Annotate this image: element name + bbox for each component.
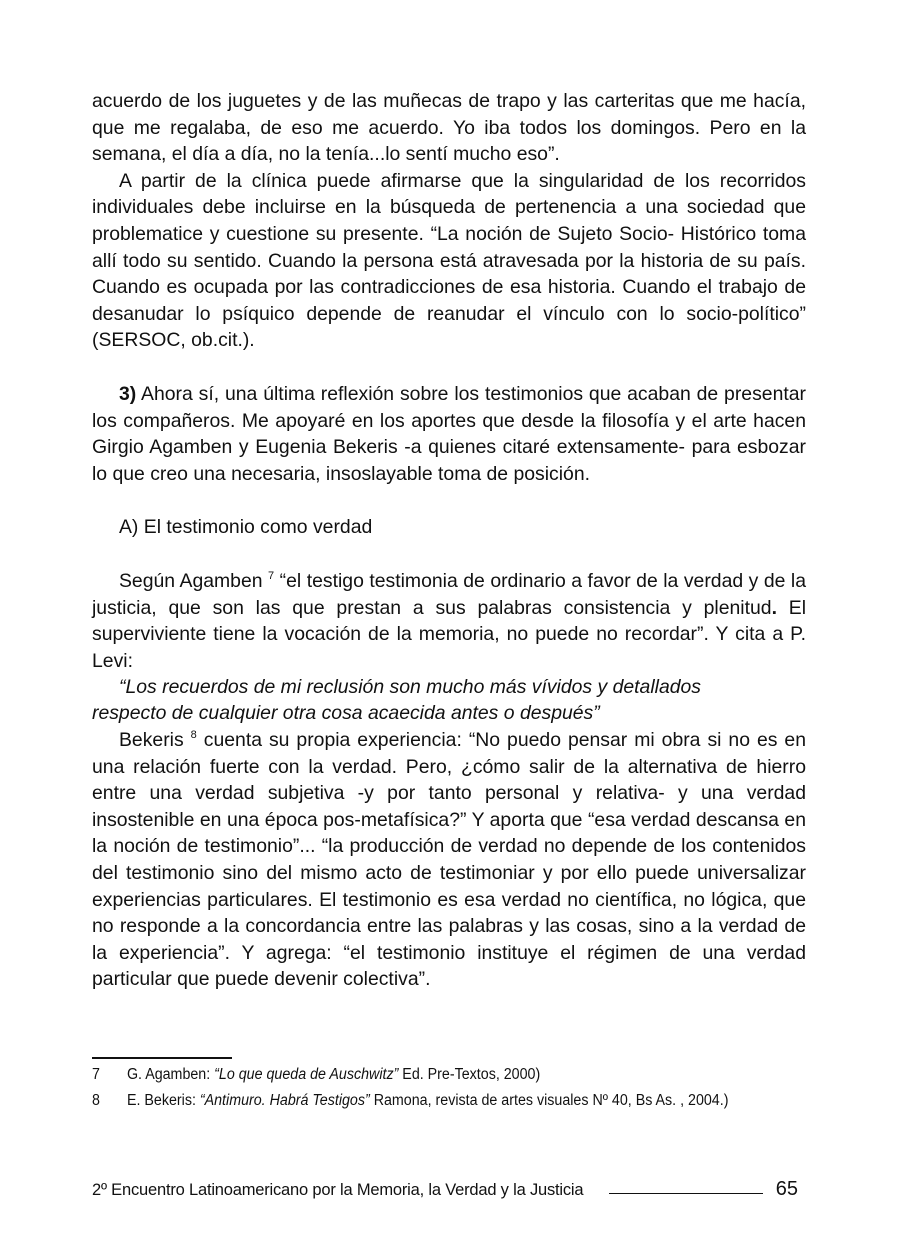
footnote-number: 7	[92, 1066, 100, 1083]
bold-period: .	[771, 596, 777, 619]
paragraph-2: A partir de la clínica puede afirmarse que la singularidad de los recorridos individuales debe incluirse en la búsqueda de pertenencia a una sociedad que problematice y cuestione su presente. “La noción de Sujeto Socio- Histórico toma allí todo su sentido. Cuando la persona está atravesada por la historia de su país. Cuando es ocupada por las contradicciones de esa historia. Cuando el trabajo de desanudar lo psíquico depende de reanudar el vínculo con lo socio-político” (SERSOC, ob.cit.).	[92, 169, 806, 352]
paragraph-1: acuerdo de los juguetes y de las muñecas de trapo y las carteritas que me hacía, que me regalaba, de eso me acuerdo. Yo iba todos los domingos. Pero en la semana, el día a día, no la tenía...lo sentí mucho eso”.	[92, 90, 806, 166]
levi-quote-line-2: respecto de cualquier otra cosa acaecida antes o después”	[92, 702, 600, 725]
footnote-source: Ramona, revista de artes visuales Nº 40, Bs As. , 2004.)	[369, 1091, 729, 1109]
paragraph-4	[92, 568, 806, 674]
footer-rule	[609, 1193, 763, 1194]
levi-quote-line-1: “Los recuerdos de mi reclusión son mucho más vívidos y detallados	[119, 676, 701, 699]
footnote-title: “Antimuro. Habrá Testigos”	[199, 1091, 370, 1109]
paragraph-4-start: Según Agamben	[119, 569, 263, 592]
footnote-number: 8	[92, 1091, 100, 1109]
footnote-8	[92, 1090, 749, 1112]
section-number: 3)	[119, 382, 137, 405]
paragraph-3	[92, 381, 806, 487]
paragraph-5-start: Bekeris	[119, 729, 184, 752]
footnote-ref-7: 7	[268, 569, 275, 582]
paragraph-4-end: El superviviente tiene la vocación de la memoria, no puede no recordar”. Y cita a P. Levi:	[92, 596, 807, 672]
footnote-author: E. Bekeris:	[126, 1091, 200, 1109]
footnote-divider	[92, 1057, 232, 1059]
footnotes	[92, 1064, 749, 1115]
footnote-ref-8: 8	[190, 729, 197, 742]
footnote-author: G. Agamben:	[126, 1066, 215, 1083]
paragraph-3-text: Ahora sí, una última reflexión sobre los testimonios que acaban de presentar los compañeros. Me apoyaré en los aportes que desde la filosofía y el arte hacen Girgio Agamben y Eugenia Bekeris -a quienes citaré extensamente- para esbozar lo que creo una necesaria, insoslayable toma de posición.	[92, 382, 806, 485]
footnote-7	[92, 1064, 749, 1086]
paragraph-4-mid: “el testigo testimonia de ordinario a favor de la verdad y de la justicia, que son las que prestan a sus palabras consistencia y plenitud	[92, 569, 807, 619]
footnote-title: “Lo que queda de Auschwitz”	[214, 1066, 399, 1083]
footnote-source: Ed. Pre-Textos, 2000)	[398, 1066, 541, 1083]
paragraph-5-text: cuenta su propia experiencia: “No puedo pensar mi obra si no es en una relación fuerte con la verdad. Pero, ¿cómo salir de la alternativa de hierro entre una verdad subjetiva -y por tanto personal y relativa- y una verdad insostenible en una época pos-metafísica?” Y aporta que “esa verdad descansa en la noción de testimonio”... “la producción de verdad no depende de los contenidos del testimonio sino del mismo acto de testimoniar y por ello puede universalizar experiencias particulares. El testimonio es esa verdad no científica, no lógica, que no responde a la concordancia entre las palabras y las cosas, sino a la verdad de la experiencia”. Y agrega: “el testimonio instituye el régimen de una verdad particular que puede devenir colectiva”.	[92, 729, 806, 991]
page-number: 65	[775, 1178, 798, 1200]
paragraph-5	[92, 727, 806, 993]
page-body	[92, 88, 806, 993]
footer-title: 2º Encuentro Latinoamericano por la Memoria, la Verdad y la Justicia	[92, 1181, 584, 1199]
section-heading-a: A) El testimonio como verdad	[119, 516, 373, 539]
page-footer	[92, 1177, 806, 1205]
